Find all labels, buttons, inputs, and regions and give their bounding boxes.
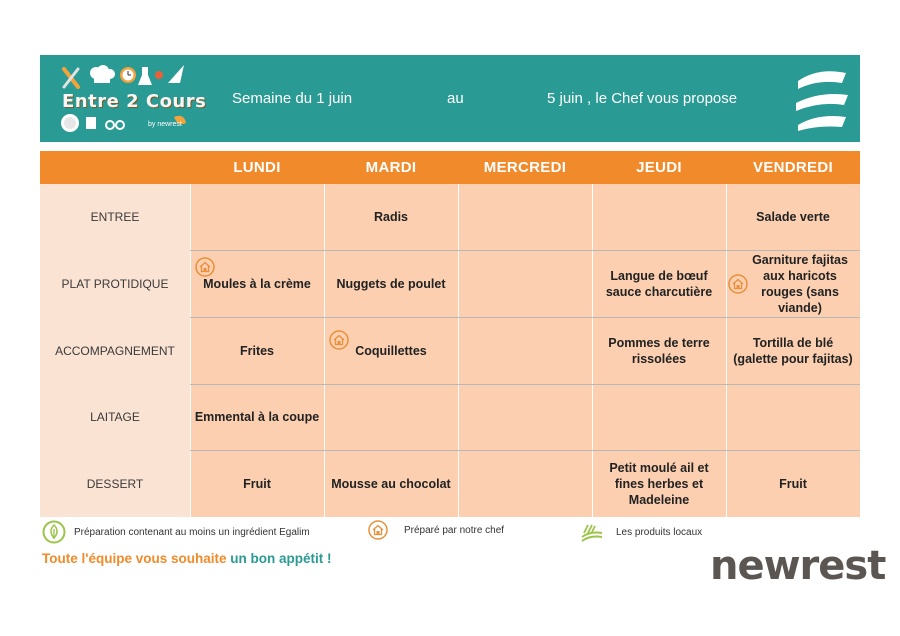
logo-title: Entre 2 Cours	[62, 91, 207, 112]
grid-divider	[592, 184, 593, 517]
message-part-1: Toute l'équipe vous souhaite	[42, 551, 227, 566]
menu-cell	[592, 384, 726, 450]
menu-cell: Coquillettes	[324, 317, 458, 384]
menu-cell: Mousse au chocolat	[324, 450, 458, 517]
legend-chef-text: Préparé par notre chef	[404, 524, 505, 536]
menu-cell	[458, 184, 592, 250]
entre-2-cours-logo	[56, 61, 207, 137]
menu-cell: Tortilla de blé (galette pour fajitas)	[726, 317, 860, 384]
menu-cell: Nuggets de poulet	[324, 250, 458, 317]
newrest-brand-logo: newrest	[710, 543, 886, 589]
chef-house-icon	[728, 274, 748, 294]
menu-cell: Fruit	[726, 450, 860, 517]
week-to-text: au	[447, 90, 464, 107]
menu-cell: Frites	[190, 317, 324, 384]
leaf-circle-icon	[42, 520, 66, 544]
legend-chef	[368, 518, 504, 542]
legend-local-text: Les produits locaux	[616, 526, 703, 538]
menu-cell: Garniture fajitas aux haricots rouges (sans viande)	[726, 250, 860, 317]
menu-cell: Radis	[324, 184, 458, 250]
grid-divider	[726, 184, 727, 517]
grid-divider	[190, 317, 860, 318]
grid-divider	[190, 184, 191, 517]
grid-divider	[458, 184, 459, 517]
menu-cell	[190, 184, 324, 250]
chef-house-icon	[329, 330, 349, 350]
menu-table	[40, 151, 860, 517]
newrest-swoosh-icon	[794, 69, 850, 131]
menu-cell: Langue de bœuf sauce charcutière	[592, 250, 726, 317]
menu-cell	[458, 450, 592, 517]
grid-divider	[324, 184, 325, 517]
day-header-friday: VENDREDI	[726, 151, 860, 184]
grid-divider	[190, 384, 860, 385]
day-header-monday: LUNDI	[190, 151, 324, 184]
day-header-wednesday: MERCREDI	[458, 151, 592, 184]
menu-cell: Salade verte	[726, 184, 860, 250]
bon-appetit-message	[42, 551, 331, 566]
chef-house-icon	[195, 257, 215, 277]
legend-egalim	[42, 520, 310, 544]
day-header-thursday: JEUDI	[592, 151, 726, 184]
row-label-dessert: DESSERT	[40, 450, 190, 517]
menu-cell: Pommes de terre rissolées	[592, 317, 726, 384]
menu-cell	[592, 184, 726, 250]
day-header-empty	[40, 151, 190, 184]
chef-house-icon	[368, 520, 388, 540]
legend-egalim-text: Préparation contenant au moins un ingrédient Egalim	[74, 526, 310, 538]
menu-cell: Moules à la crème	[190, 250, 324, 317]
header-banner	[40, 55, 860, 142]
grid-divider	[190, 250, 860, 251]
menu-cell: Emmental à la coupe	[190, 384, 324, 450]
row-label-entree: ENTREE	[40, 184, 190, 250]
fields-icon	[580, 521, 604, 543]
message-part-2: un bon appétit !	[230, 551, 332, 566]
row-label-laitage: LAITAGE	[40, 384, 190, 450]
menu-cell	[458, 317, 592, 384]
legend-local	[580, 520, 702, 544]
menu-cell: Fruit	[190, 450, 324, 517]
row-label-plat: PLAT PROTIDIQUE	[40, 250, 190, 317]
grid-divider	[190, 450, 860, 451]
row-label-accompagnement: ACCOMPAGNEMENT	[40, 317, 190, 384]
menu-cell: Petit moulé ail et fines herbes et Madeleine	[592, 450, 726, 517]
menu-cell	[458, 384, 592, 450]
menu-cell	[324, 384, 458, 450]
week-end-text: 5 juin , le Chef vous propose	[547, 90, 738, 107]
menu-cell	[726, 384, 860, 450]
day-header-tuesday: MARDI	[324, 151, 458, 184]
week-start-text: Semaine du 1 juin	[232, 90, 353, 107]
logo-subtitle: by newrest	[148, 121, 182, 128]
menu-cell	[458, 250, 592, 317]
